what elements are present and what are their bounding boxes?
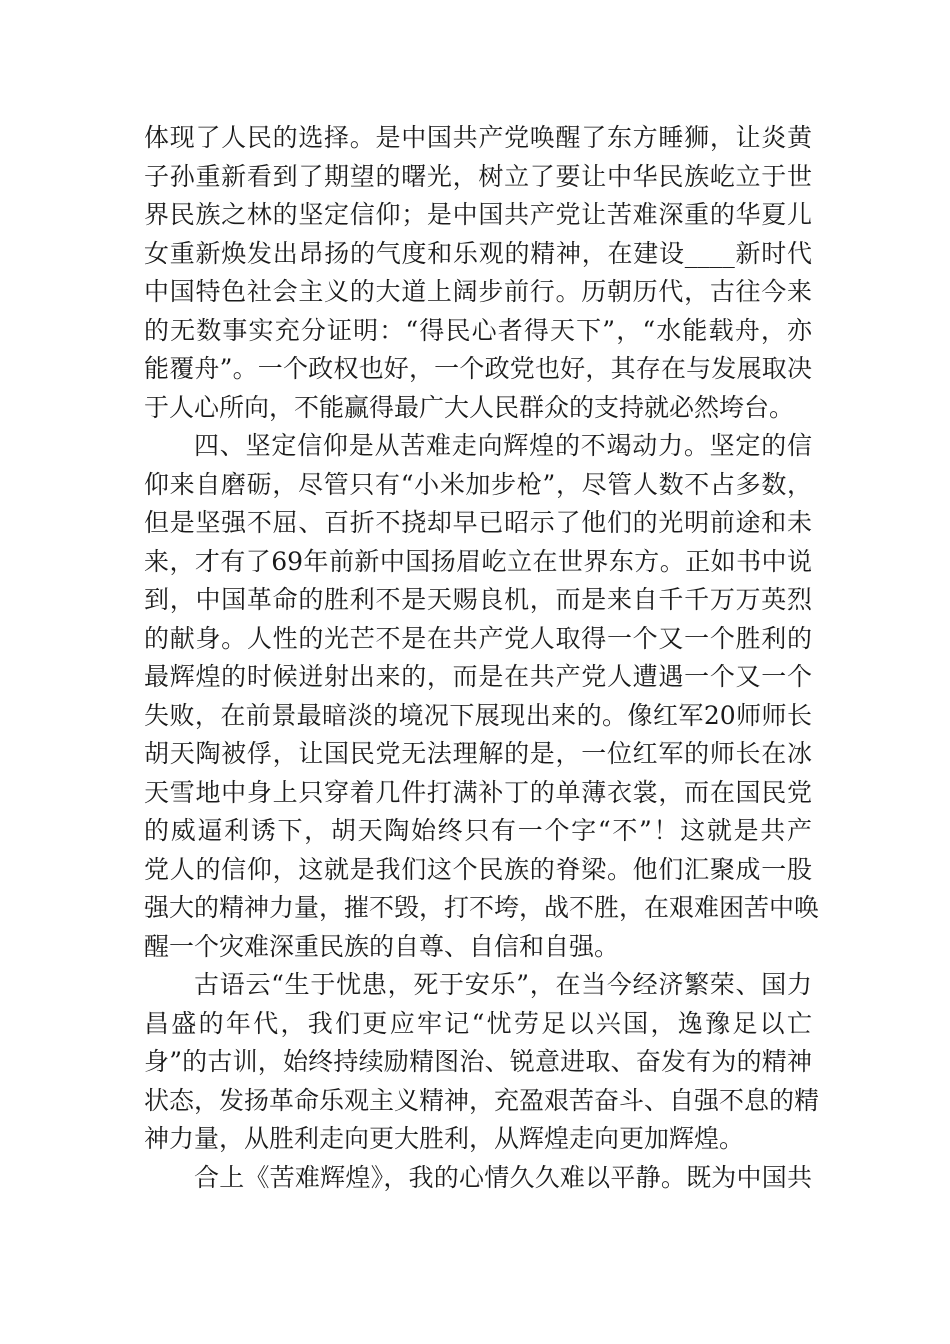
text-line: 能覆舟”。一个政权也好，一个政党也好，其存在与发展取决 <box>144 354 812 383</box>
text-line: 仰来自磨砺，尽管只有“小米加步枪”，尽管人数不占多数， <box>144 469 812 499</box>
text-line: 强大的精神力量，摧不毁，打不垮，战不胜，在艰难困苦中唤 <box>144 893 820 922</box>
text-line: 界民族之林的坚定信仰；是中国共产党让苦难深重的华夏儿 <box>144 200 812 229</box>
text-line: 于人心所向，不能赢得最广大人民群众的支持就必然垮台。 <box>144 392 795 422</box>
text-line: 来，才有了69年前新中国扬眉屹立在世界东方。正如书中说 <box>144 546 812 576</box>
paragraph <box>144 427 820 966</box>
text-line: 昌盛的年代，我们更应牢记“忧劳足以兴国，逸豫足以亡 <box>144 1008 812 1038</box>
paragraph <box>144 119 812 427</box>
text-line: 的威逼利诱下，胡天陶始终只有一个字“不”！这就是共产 <box>144 816 812 845</box>
text-line: 最辉煌的时候迸射出来的，而是在共产党人遭遇一个又一个 <box>144 662 812 691</box>
text-line: 四、坚定信仰是从苦难走向辉煌的不竭动力。坚定的信 <box>194 431 812 460</box>
text-line: 子孙重新看到了期望的曙光，树立了要让中华民族屹立于世 <box>144 161 812 191</box>
text-line: 失败，在前景最暗淡的境况下展现出来的。像红军20师师长 <box>144 700 812 730</box>
text-line: 古语云“生于忧患，死于安乐”，在当今经济繁荣、国力 <box>194 970 812 999</box>
text-line: 的无数事实充分证明：“得民心者得天下”，“水能载舟，亦 <box>144 315 812 345</box>
text-line: 合上《苦难辉煌》，我的心情久久难以平静。既为中国共 <box>194 1162 812 1192</box>
paragraph <box>144 966 820 1159</box>
body-text <box>144 119 820 1197</box>
text-line: 体现了人民的选择。是中国共产党唤醒了东方睡狮，让炎黄 <box>144 123 812 152</box>
text-line: 的献身。人性的光芒不是在共产党人取得一个又一个胜利的 <box>144 623 812 653</box>
text-line: 女重新焕发出昂扬的气度和乐观的精神，在建设____新时代 <box>144 238 812 268</box>
text-line: 身”的古训，始终持续励精图治、锐意进取、奋发有为的精神 <box>144 1047 812 1076</box>
text-line: 天雪地中身上只穿着几件打满补丁的单薄衣裳，而在国民党 <box>144 777 812 807</box>
paragraph <box>144 1159 812 1198</box>
text-line: 醒一个灾难深重民族的自尊、自信和自强。 <box>144 931 620 961</box>
text-line: 胡天陶被俘，让国民党无法理解的是，一位红军的师长在冰 <box>144 739 812 768</box>
text-line: 神力量，从胜利走向更大胜利，从辉煌走向更加辉煌。 <box>144 1124 745 1153</box>
text-line: 到，中国革命的胜利不是天赐良机，而是来自千千万万英烈 <box>144 585 812 614</box>
text-line: 中国特色社会主义的大道上阔步前行。历朝历代，古往今来 <box>144 277 812 306</box>
text-line: 状态，发扬革命乐观主义精神，充盈艰苦奋斗、自强不息的精 <box>144 1085 820 1115</box>
text-line: 但是坚强不屈、百折不挠却早已昭示了他们的光明前途和未 <box>144 508 812 537</box>
text-line: 党人的信仰，这就是我们这个民族的脊梁。他们汇聚成一股 <box>144 854 812 884</box>
